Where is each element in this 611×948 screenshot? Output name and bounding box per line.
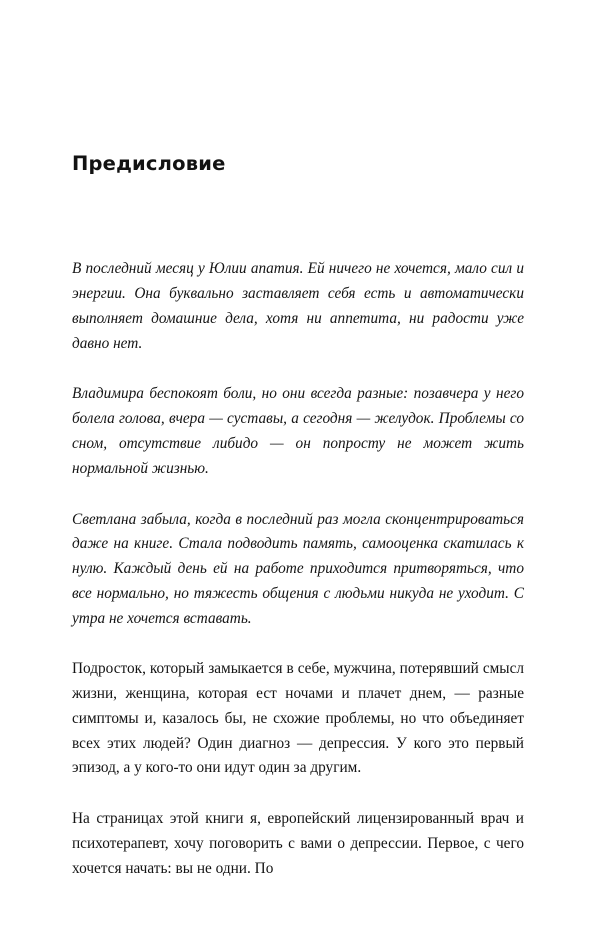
- paragraph-3: Светлана забыла, когда в последний раз могла сконцентрироваться даже на книге. Стала подводить память, самооценка скатилась к нулю. Каждый день ей на работе приходится притворяться, что все нормально, но тяжесть общения с людьми никуда не уходит. С утра не хочется вставать.: [72, 510, 524, 627]
- paragraph-2: Владимира беспокоят боли, но они всегда разные: позавчера у него болела голова, вчера — суставы, а сегодня — желудок. Проблемы со сном, отсутствие либидо — он попросту не может жить нормальной жизнью.: [72, 385, 524, 477]
- paragraph-5: На страницах этой книги я, европейский лицензированный врач и психотерапевт, хочу поговорить с вами о депрессии. Первое, с чего хочется начать: вы не одни. По: [72, 810, 524, 877]
- paragraph-4: Подросток, который замыкается в себе, мужчина, потерявший смысл жизни, женщина, которая ест ночами и плачет днем, — разные симптомы и, казалось бы, не схожие проблемы, но что объединяет всех этих людей? Один диагноз — депрессия. У кого это первый эпизод, а у кого-то они идут один за другим.: [72, 660, 524, 777]
- paragraph-1: В последний месяц у Юлии апатия. Ей ничего не хочется, мало сил и энергии. Она буквально заставляет себя есть и автоматически выполняет домашние дела, хотя ни аппетита, ни радости уже давно нет.: [72, 260, 524, 352]
- page-title: Предисловие: [72, 152, 226, 175]
- page-content: [72, 152, 524, 881]
